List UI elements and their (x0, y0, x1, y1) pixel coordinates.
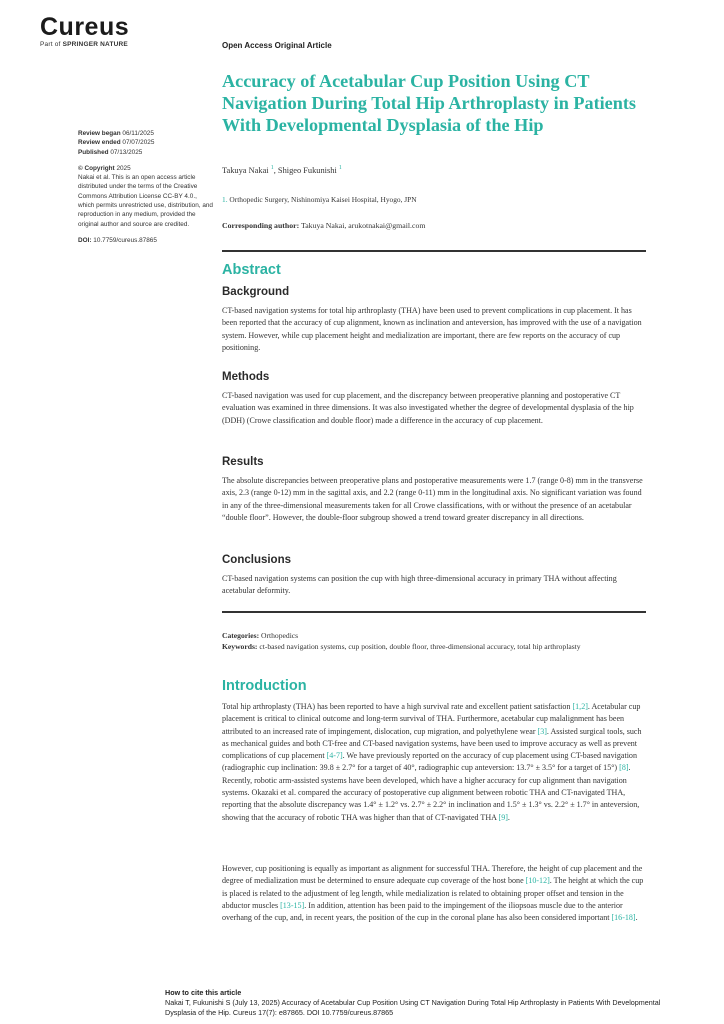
methods-heading: Methods (222, 371, 270, 383)
citation-link[interactable]: [9] (498, 812, 508, 822)
citation-footer (165, 988, 685, 1018)
citation-link[interactable]: [3] (537, 726, 547, 736)
section-divider (222, 250, 646, 252)
background-text: CT-based navigation systems for total hip arthroplasty (THA) have been used to prevent complications in cup placement. It has been reported that the accuracy of cup alignment, known as inclination and anteversion, has improved with the use of a navigation system. However, while cup placement height and medialization are important, there are few reports on the accuracy of cup positioning. (222, 306, 642, 352)
article-sidebar (78, 129, 213, 245)
citation-link[interactable]: [1,2] (572, 702, 588, 711)
logo-tagline: Part of SPRINGER NATURE (40, 41, 128, 48)
affiliation: 1. Orthopedic Surgery, Nishinomiya Kaisei Hospital, Hyogo, JPN (222, 195, 417, 204)
abstract-heading: Abstract (222, 262, 281, 278)
article-type-label: Open Access Original Article (222, 41, 332, 50)
results-heading: Results (222, 456, 264, 468)
introduction-heading: Introduction (222, 678, 307, 694)
citation-link[interactable]: [13-15] (280, 900, 305, 910)
review-began: Review began 06/11/2025 (78, 130, 154, 137)
conclusions-text: CT-based navigation systems can position the cup with high three-dimensional accuracy in primary THA without affecting acetabular deformity. (222, 574, 617, 596)
cureus-logo[interactable] (40, 14, 129, 48)
citation-link[interactable]: [16-18] (611, 913, 636, 923)
section-divider (222, 611, 646, 613)
logo-wordmark: Cureus (40, 13, 130, 41)
author-name[interactable]: Takuya Nakai (222, 165, 269, 175)
author-list: Takuya Nakai $^1$, Shigeo Fukunishi $^1$ (222, 165, 342, 175)
conclusions-heading: Conclusions (222, 554, 292, 566)
citation-link[interactable]: [10-12] (525, 876, 550, 886)
author-name[interactable]: Shigeo Fukunishi (277, 165, 337, 175)
introduction-paragraph-1: Total hip arthroplasty (THA) has been reported to have a high survival rate and excellent patient satisfaction [1,2]. Acetabular cup placement is critical to clinical outcome and long-term survival of THA. Furthermore, acetabular cup malalignment has been attributed to an increased rate of impingement, dislocation, cup migration, and polyethylene wear [3]. Assisted surgical tools, such as mechanical guides and both CT-free and CT-based navigation systems, have been used to improve accuracy as well as prevent complications of cup placement [4-7]. We have previously reported on the accuracy of cup placement using CT-based navigation (radiographic cup inclination: 39.8 ± 2.7° for a target of 40°, radiographic cup anteversion: 13.7° ± 3.5° for a target of 15°) [8]. Recently, robotic arm-assisted systems have been developed, which have a higher accuracy for cup alignment than navigation systems. Okazaki et al. compared the accuracy of postoperative cup alignment between robotic THA and CT-navigated THA, reporting that the absolute discrepancy was 1.4° ± 1.2° vs. 2.7° ± 2.2° in inclination and 1.5° ± 1.3° vs. 2.2° ± 1.7° in anteversion, showing that the accuracy of robotic THA was higher than that of CT-navigated THA [9]. (222, 702, 642, 822)
cite-heading: How to cite this article (165, 988, 242, 997)
citation-link[interactable]: [8] (619, 763, 629, 773)
category-link[interactable]: Orthopedics (261, 631, 299, 640)
published-date: Published 07/13/2025 (78, 148, 143, 156)
corresponding-author: Corresponding author: Takuya Nakai, arukotnakai@gmail.com (222, 221, 426, 230)
background-heading: Background (222, 286, 290, 298)
results-text: The absolute discrepancies between preoperative plans and postoperative measurements were 1.7 (range 0-8) mm in the transverse axis, 2.3 (range 0-12) mm in the sagittal axis, and 2.2 (range 0-11) mm in the longitudinal axis. No significant variation was found in any of the three-dimensional measurements taken for all Crowe classifications, with or without the presence of an acetabular “double floor”. However, the double-floor subgroup showed a trend toward greater discrepancy in all directions. (222, 476, 643, 522)
methods-text: CT-based navigation was used for cup placement, and the discrepancy between preoperative planning and postoperative CT evaluation was examined in three dimensions. It was also investigated whether the degree of developmental dysplasia of the hip (DDH) (Crowe classification and double floor) made a difference in the accuracy of cup placement. (222, 391, 634, 425)
keywords: Keywords: ct-based navigation systems, cup position, double floor, three-dimensional accuracy, total hip arthroplasty (222, 642, 581, 651)
copyright: © Copyright 2025 (78, 164, 131, 172)
corresponding-email[interactable]: Takuya Nakai, arukotnakai@gmail.com (301, 221, 426, 230)
doi[interactable]: DOI: 10.7759/cureus.87865 (78, 236, 157, 244)
citation-link[interactable]: [4-7] (326, 751, 343, 761)
categories-keywords (222, 630, 646, 652)
introduction-paragraph-2: However, cup positioning is equally as important as alignment for successful THA. Therefore, the height of cup placement and the degree of medialization must be determined to ensure adequate cup coverage of the host bone [10-12]. The height at which the cup is placed is related to the adjustment of leg length, while medialization is related to obtaining proper offset and tension in the abductor muscles [13-15]. In addition, attention has been paid to the impingement of the iliopsoas muscle due to the anterior overhang of the cup, and, in recent years, the position of the cup in the coronal plane has also been considered important [16-18]. (222, 864, 644, 923)
review-ended: Review ended 07/07/2025 (78, 139, 155, 147)
cite-text: Nakai T, Fukunishi S (July 13, 2025) Accuracy of Acetabular Cup Position Using CT Navigation During Total Hip Arthroplasty in Patients With Developmental Dysplasia of the Hip. Cureus 17(7): e87865. DOI 10.7759/cureus.87865 (165, 998, 661, 1017)
categories: Categories: Orthopedics (222, 631, 299, 640)
license-text: Nakai et al. This is an open access article distributed under the terms of the Creative Commons Attribution License CC-BY 4.0., which permits unrestricted use, distribution, and reproduction in any medium, provided the original author and source are credited. (78, 174, 213, 228)
article-title: Accuracy of Acetabular Cup Position Using CT Navigation During Total Hip Arthroplasty in Patients With Developmental Dysplasia of the Hip (222, 71, 636, 135)
